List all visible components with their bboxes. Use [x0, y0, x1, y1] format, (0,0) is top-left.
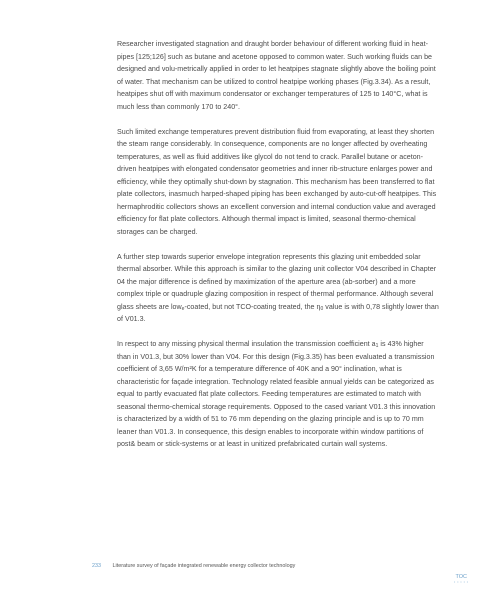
body-text	[117, 38, 439, 463]
toc-link[interactable]	[454, 574, 469, 584]
paragraph-3-part-c: value is with 0,78 slightly lower than of V01.3.	[117, 302, 439, 323]
toc-label: TOC	[455, 574, 468, 580]
running-title: Literature survey of façade integrated renewable energy collector technology	[112, 563, 296, 569]
paragraph-4	[117, 338, 439, 451]
toc-dots-icon: • • • • •	[454, 580, 469, 584]
paragraph-4-part-b: is 43% higher than in V01.3, but 30% lower than V04. For this design (Fig.3.35) has been evaluated a transmission coefficient of 3,65 W/m²K for a temperature difference of 40K and a 90° inclination, what is characteristic for façade integration. Technology related feasible annual yields can be categorized as equal to partly evacuated flat plate collectors. Feeding temperatures are estimated to match with seasonal thermo-chemical storage requirements. Opposed to the cased variant V01.3 this innovation is characterized by a width of 51 to 76 mm depending on the glazing principle and is up to 70 mm leaner than V01.3. In consequence, this design enables to incorporate within window partitions of post& beam or stick-systems or at least in unitized prefabricated curtain wall systems.	[117, 340, 436, 448]
subscript-e: e	[181, 305, 185, 312]
paragraph-1: Researcher investigated stagnation and draught border behaviour of different working fluid in heat-pipes [125;126] such as butane and acetone opposed to common water. Such working fluids can be designed and volu-metrically applied in order to let heatpipes stagnate slightly above the boiling point of water. That mechanism can be utilized to control heatpipe working phases (Fig.3.34). As a result, heatpipes shut off with maximum condensator or exchanger temperatures of 125 to 140°C, what is much less than commonly 170 to 240°.	[117, 40, 436, 111]
subscript-1: 1	[375, 343, 379, 349]
paragraph-3	[117, 251, 439, 326]
paragraph-3-part-a: A further step towards superior envelope integration represents this glazing unit embedded solar thermal absorber. While this approach is similar to the glazing unit collector V04 described in Chapter 04 the major difference is defined by maximization of the aperture area (ab-sorber) and a more complex triple or quadruple glazing composition in respect of thermal performance. Although several glass sheets are low	[117, 252, 437, 311]
paragraph-4-part-a: In respect to any missing physical thermal insulation the transmission coefficient a	[117, 340, 376, 348]
paragraph-3-part-b: -coated, but not TCO-coating treated, the η	[184, 302, 321, 311]
paragraph-2: Such limited exchange temperatures prevent distribution fluid from evaporating, at least they shorten the steam range considerably. In consequence, components are no longer affected by overheating temperatures, as well as fluid additives like glycol do not tend to crack. Parallel butane or aceton-driven heatpipes with elongated condensator geometries and inner rib-structure enlarges power and efficiency, while they optimally shut-down by stagnation. This mechanism has been transferred to flat plate collectors, inasmuch harped-shaped piping has been exchanged by auto-cut-off heatpipes. This hermaphroditic collectors shows an excellent conversion and internal conduction value and averaged efficiency for flat plate collectors. Although thermal impact is limited, seasonal thermo-chemical storages can be charged.	[117, 127, 437, 236]
subscript-0: 0	[320, 305, 324, 312]
page-footer	[92, 563, 295, 569]
page-number: 233	[92, 563, 101, 569]
